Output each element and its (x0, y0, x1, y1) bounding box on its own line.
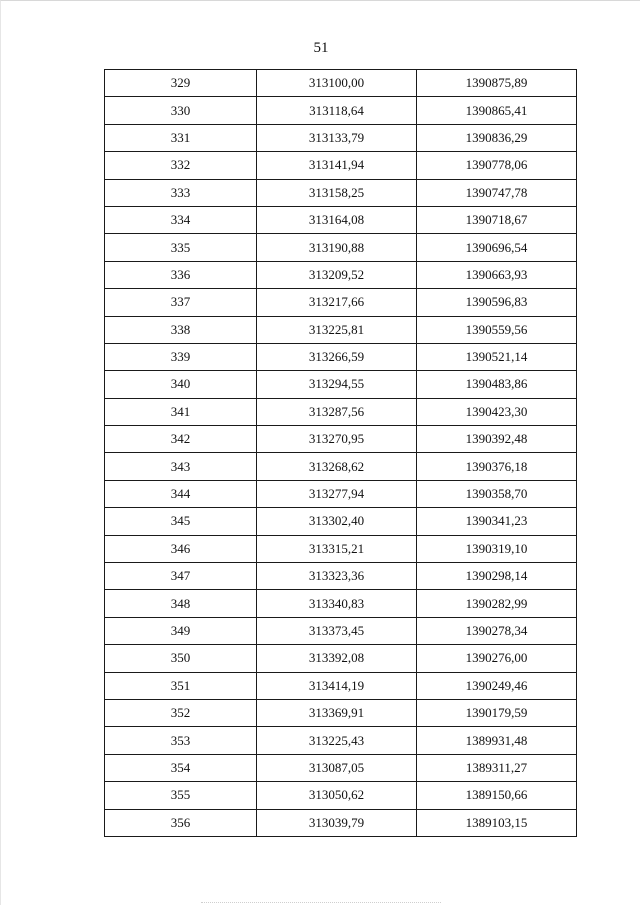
table-row (105, 152, 577, 179)
y-coordinate-cell: 1390778,06 (417, 152, 577, 179)
table-row (105, 645, 577, 672)
point-number-cell: 342 (105, 426, 257, 453)
point-number-cell: 329 (105, 70, 257, 97)
point-number-cell: 348 (105, 590, 257, 617)
point-number-cell: 336 (105, 261, 257, 288)
x-coordinate-cell: 313392,08 (257, 645, 417, 672)
point-number-cell: 354 (105, 754, 257, 781)
y-coordinate-cell: 1390696,54 (417, 234, 577, 261)
y-coordinate-cell: 1390249,46 (417, 672, 577, 699)
x-coordinate-cell: 313141,94 (257, 152, 417, 179)
x-coordinate-cell: 313340,83 (257, 590, 417, 617)
y-coordinate-cell: 1390376,18 (417, 453, 577, 480)
point-number-cell: 334 (105, 206, 257, 233)
point-number-cell: 347 (105, 563, 257, 590)
y-coordinate-cell: 1390179,59 (417, 699, 577, 726)
x-coordinate-cell: 313294,55 (257, 371, 417, 398)
point-number-cell: 356 (105, 809, 257, 836)
y-coordinate-cell: 1390298,14 (417, 563, 577, 590)
table-row (105, 809, 577, 836)
y-coordinate-cell: 1390276,00 (417, 645, 577, 672)
x-coordinate-cell: 313373,45 (257, 617, 417, 644)
y-coordinate-cell: 1390319,10 (417, 535, 577, 562)
table-row (105, 206, 577, 233)
point-number-cell: 332 (105, 152, 257, 179)
point-number-cell: 339 (105, 343, 257, 370)
table-row (105, 699, 577, 726)
table-row (105, 590, 577, 617)
y-coordinate-cell: 1389931,48 (417, 727, 577, 754)
y-coordinate-cell: 1389311,27 (417, 754, 577, 781)
y-coordinate-cell: 1390521,14 (417, 343, 577, 370)
point-number-cell: 340 (105, 371, 257, 398)
y-coordinate-cell: 1389103,15 (417, 809, 577, 836)
table-row (105, 97, 577, 124)
table-row (105, 371, 577, 398)
x-coordinate-cell: 313087,05 (257, 754, 417, 781)
table-row (105, 754, 577, 781)
x-coordinate-cell: 313369,91 (257, 699, 417, 726)
table-row (105, 672, 577, 699)
x-coordinate-cell: 313323,36 (257, 563, 417, 590)
table-row (105, 727, 577, 754)
table-row (105, 179, 577, 206)
table-row (105, 617, 577, 644)
point-number-cell: 344 (105, 480, 257, 507)
x-coordinate-cell: 313209,52 (257, 261, 417, 288)
x-coordinate-cell: 313133,79 (257, 124, 417, 151)
y-coordinate-cell: 1389150,66 (417, 782, 577, 809)
table-row (105, 480, 577, 507)
x-coordinate-cell: 313225,43 (257, 727, 417, 754)
point-number-cell: 349 (105, 617, 257, 644)
table-row (105, 343, 577, 370)
table-row (105, 508, 577, 535)
y-coordinate-cell: 1390278,34 (417, 617, 577, 644)
y-coordinate-cell: 1390596,83 (417, 289, 577, 316)
x-coordinate-cell: 313164,08 (257, 206, 417, 233)
x-coordinate-cell: 313118,64 (257, 97, 417, 124)
x-coordinate-cell: 313050,62 (257, 782, 417, 809)
table-row (105, 70, 577, 97)
point-number-cell: 352 (105, 699, 257, 726)
y-coordinate-cell: 1390865,41 (417, 97, 577, 124)
x-coordinate-cell: 313268,62 (257, 453, 417, 480)
table-row (105, 234, 577, 261)
y-coordinate-cell: 1390358,70 (417, 480, 577, 507)
table-row (105, 782, 577, 809)
point-number-cell: 331 (105, 124, 257, 151)
point-number-cell: 341 (105, 398, 257, 425)
point-number-cell: 335 (105, 234, 257, 261)
point-number-cell: 343 (105, 453, 257, 480)
x-coordinate-cell: 313266,59 (257, 343, 417, 370)
point-number-cell: 333 (105, 179, 257, 206)
table-row (105, 453, 577, 480)
table-row (105, 316, 577, 343)
y-coordinate-cell: 1390559,56 (417, 316, 577, 343)
x-coordinate-cell: 313414,19 (257, 672, 417, 699)
table-row (105, 398, 577, 425)
x-coordinate-cell: 313190,88 (257, 234, 417, 261)
x-coordinate-cell: 313039,79 (257, 809, 417, 836)
table-row (105, 289, 577, 316)
scan-edge-line (201, 902, 441, 903)
table-row (105, 426, 577, 453)
point-number-cell: 338 (105, 316, 257, 343)
y-coordinate-cell: 1390282,99 (417, 590, 577, 617)
y-coordinate-cell: 1390836,29 (417, 124, 577, 151)
y-coordinate-cell: 1390423,30 (417, 398, 577, 425)
y-coordinate-cell: 1390483,86 (417, 371, 577, 398)
y-coordinate-cell: 1390392,48 (417, 426, 577, 453)
coordinates-table-body (105, 70, 577, 837)
x-coordinate-cell: 313100,00 (257, 70, 417, 97)
x-coordinate-cell: 313315,21 (257, 535, 417, 562)
x-coordinate-cell: 313302,40 (257, 508, 417, 535)
point-number-cell: 337 (105, 289, 257, 316)
y-coordinate-cell: 1390718,67 (417, 206, 577, 233)
table-row (105, 261, 577, 288)
coordinates-table (104, 69, 577, 837)
point-number-cell: 345 (105, 508, 257, 535)
x-coordinate-cell: 313287,56 (257, 398, 417, 425)
point-number-cell: 353 (105, 727, 257, 754)
x-coordinate-cell: 313217,66 (257, 289, 417, 316)
x-coordinate-cell: 313158,25 (257, 179, 417, 206)
x-coordinate-cell: 313225,81 (257, 316, 417, 343)
y-coordinate-cell: 1390663,93 (417, 261, 577, 288)
x-coordinate-cell: 313270,95 (257, 426, 417, 453)
point-number-cell: 346 (105, 535, 257, 562)
point-number-cell: 330 (105, 97, 257, 124)
x-coordinate-cell: 313277,94 (257, 480, 417, 507)
point-number-cell: 350 (105, 645, 257, 672)
page-number: 51 (313, 40, 329, 56)
table-row (105, 124, 577, 151)
table-row (105, 535, 577, 562)
y-coordinate-cell: 1390341,23 (417, 508, 577, 535)
table-row (105, 563, 577, 590)
y-coordinate-cell: 1390875,89 (417, 70, 577, 97)
y-coordinate-cell: 1390747,78 (417, 179, 577, 206)
point-number-cell: 355 (105, 782, 257, 809)
point-number-cell: 351 (105, 672, 257, 699)
